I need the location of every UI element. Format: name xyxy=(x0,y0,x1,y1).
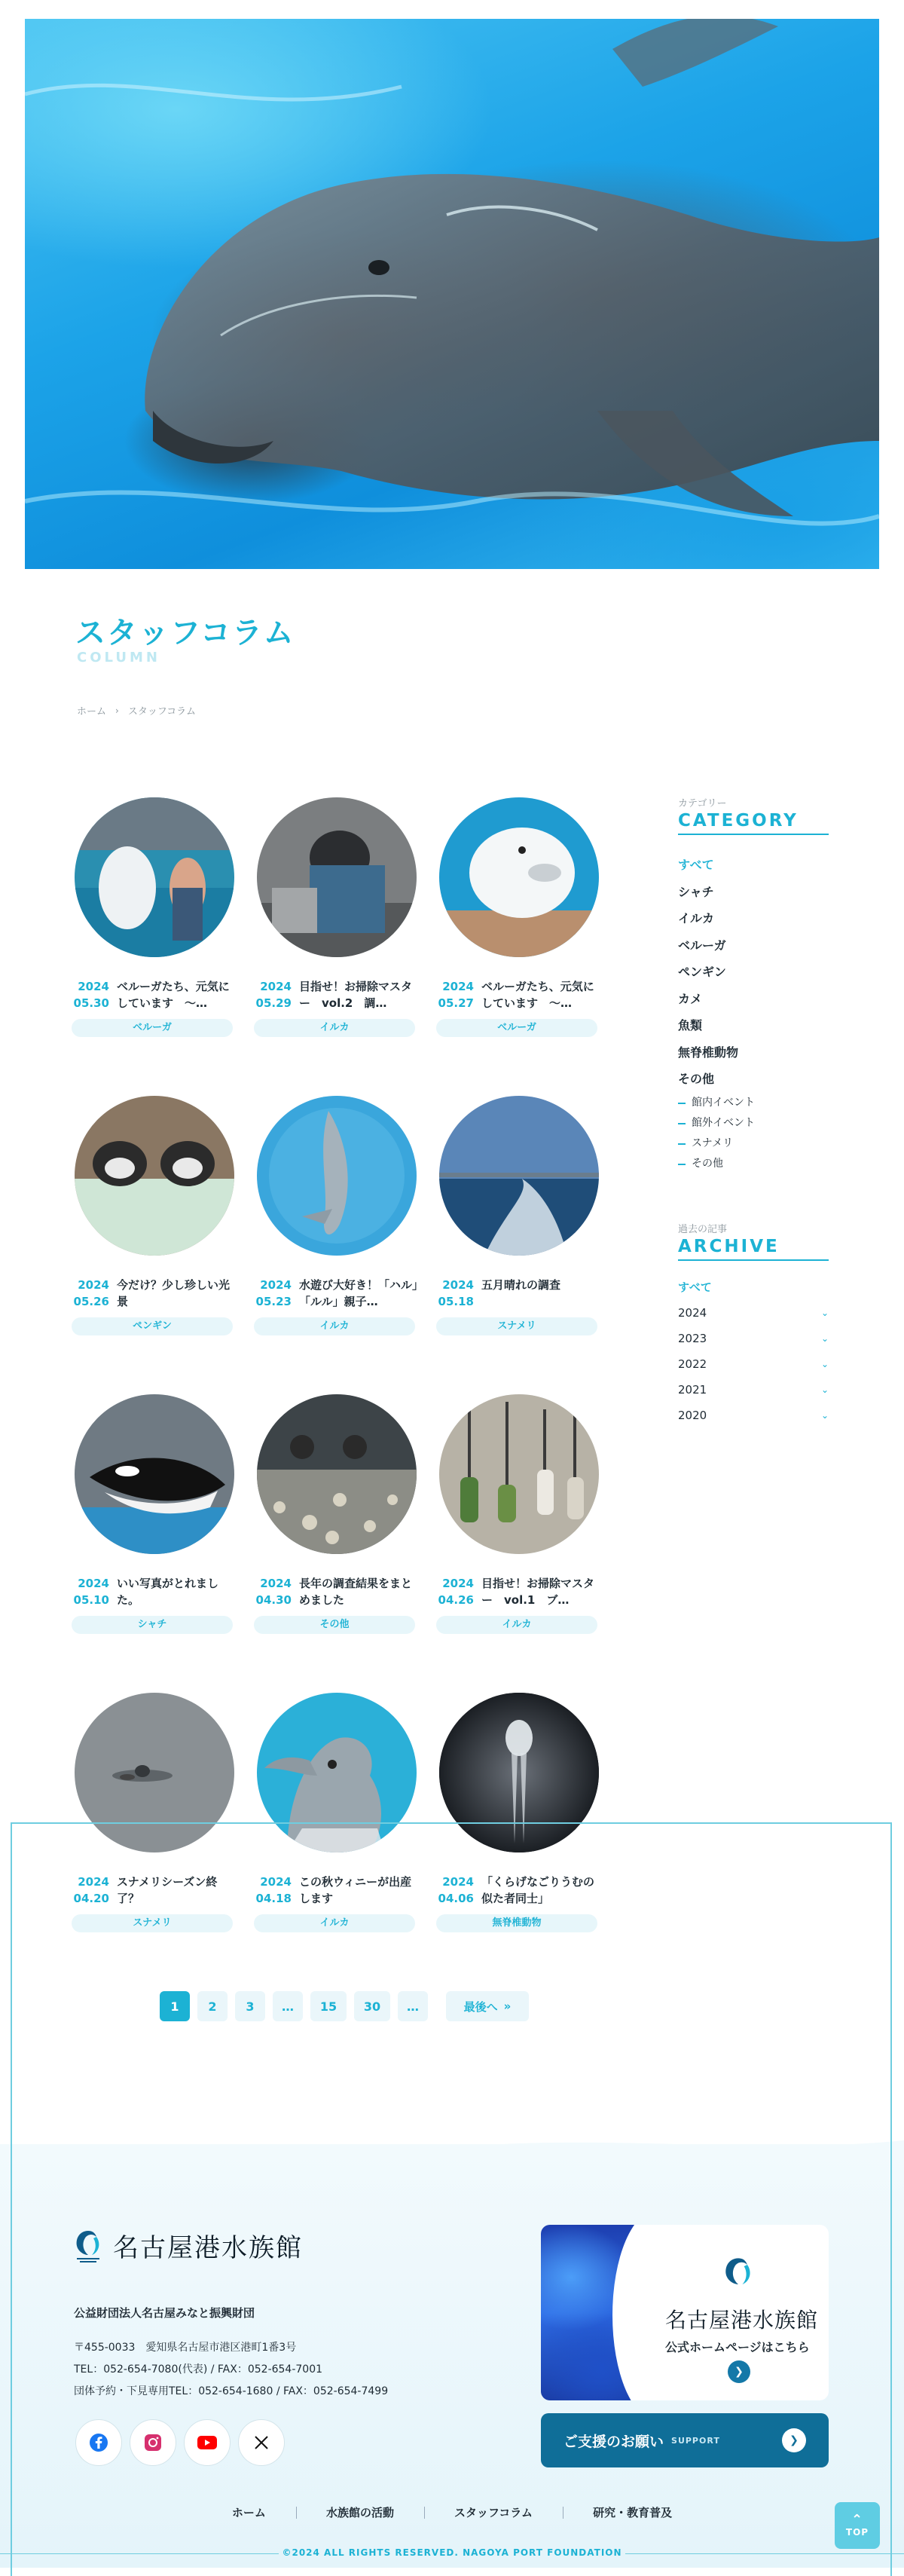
category-item-all[interactable]: すべて xyxy=(678,858,714,872)
official-site-banner[interactable] xyxy=(541,2225,829,2400)
page-subtitle: COLUMN xyxy=(77,650,160,665)
article-title[interactable]: 目指せ！お掃除マスター vol.1 ブ… xyxy=(481,1577,595,1607)
article-thumbnail[interactable] xyxy=(75,1096,234,1256)
page-3-button[interactable]: 3 xyxy=(235,1991,265,2021)
article-title[interactable]: ベルーガたち、元気にしています ～… xyxy=(117,980,230,1010)
breadcrumb-current: スタッフコラム xyxy=(127,706,197,717)
page-2-button[interactable]: 2 xyxy=(197,1991,228,2021)
article-title[interactable]: 五月晴れの調査 xyxy=(481,1278,561,1292)
article-thumbnail[interactable] xyxy=(439,1394,599,1554)
category-item-fish[interactable]: 魚類 xyxy=(678,1018,703,1033)
article-card[interactable] xyxy=(72,797,237,1037)
category-item-turtle[interactable]: カメ xyxy=(678,991,703,1006)
category-tag[interactable]: ベルーガ xyxy=(436,1019,597,1037)
support-label: ご支援のお願い xyxy=(563,2433,664,2450)
article-date: 2024 04.20 xyxy=(73,1875,109,1905)
logo-name: 名古屋港水族館 xyxy=(113,2233,303,2263)
archive-section xyxy=(678,1221,829,1428)
article-thumbnail[interactable] xyxy=(75,1394,234,1554)
article-card[interactable] xyxy=(72,1096,237,1335)
article-card[interactable] xyxy=(254,1096,420,1335)
article-title[interactable]: この秋ウィニーが出産します xyxy=(299,1875,412,1905)
category-item-penguin[interactable]: ペンギン xyxy=(678,965,726,979)
last-page-label: 最後へ xyxy=(463,1999,498,2014)
article-date: 2024 04.18 xyxy=(255,1875,292,1905)
archive-item-year[interactable]: 2024 ⌄ xyxy=(678,1300,829,1326)
article-title[interactable]: 「くらげなごりうむの似た者同士」 xyxy=(481,1875,595,1905)
x-icon[interactable] xyxy=(238,2419,285,2466)
hero-dolphin-image xyxy=(25,19,879,569)
chevron-down-icon[interactable]: ⌄ xyxy=(820,1358,829,1369)
footer-nav xyxy=(0,2504,904,2520)
copyright: ©2024 ALL RIGHTS RESERVED. NAGOYA PORT FOUNDATION xyxy=(282,2547,622,2558)
category-item-orca[interactable]: シャチ xyxy=(678,884,714,899)
article-date: 2024 05.18 xyxy=(438,1278,474,1308)
category-tag[interactable]: 無脊椎動物 xyxy=(436,1914,597,1932)
article-thumbnail[interactable] xyxy=(439,797,599,957)
archive-item-year[interactable]: 2021 ⌄ xyxy=(678,1377,829,1403)
footer-organization: 公益財団法人名古屋みなと振興財団 xyxy=(74,2306,255,2320)
article-card[interactable] xyxy=(436,1096,602,1335)
facebook-icon[interactable] xyxy=(75,2419,122,2466)
archive-list xyxy=(678,1274,829,1428)
double-chevron-right-icon: » xyxy=(503,1999,512,2013)
category-item-dolphin[interactable]: イルカ xyxy=(678,911,715,925)
chevron-down-icon[interactable]: ⌄ xyxy=(820,1409,829,1421)
category-subitem-outside-event[interactable]: 館外イベント xyxy=(678,1113,829,1134)
article-date: 2024 05.26 xyxy=(73,1278,109,1308)
article-date: 2024 05.30 xyxy=(73,980,109,1010)
article-date: 2024 05.27 xyxy=(438,980,474,1010)
page-15-button[interactable]: 15 xyxy=(310,1991,347,2021)
breadcrumb-home[interactable]: ホーム xyxy=(77,706,107,717)
chevron-right-icon: › xyxy=(115,705,119,716)
footer-nav-research[interactable]: 研究・教育普及 xyxy=(563,2504,702,2520)
page-ellipsis: … xyxy=(398,1991,428,2021)
archive-item-year[interactable]: 2023 ⌄ xyxy=(678,1326,829,1351)
page-1-button[interactable]: 1 xyxy=(160,1991,190,2021)
category-tag[interactable]: スナメリ xyxy=(436,1317,597,1335)
article-card[interactable] xyxy=(436,1394,602,1634)
category-list xyxy=(678,852,829,1174)
article-thumbnail[interactable] xyxy=(257,797,417,957)
category-tag[interactable]: イルカ xyxy=(254,1019,415,1037)
instagram-icon[interactable] xyxy=(130,2419,176,2466)
page-title: スタッフコラム xyxy=(75,616,295,650)
archive-heading: ARCHIVE xyxy=(678,1237,829,1261)
article-thumbnail[interactable] xyxy=(257,1394,417,1554)
article-card[interactable] xyxy=(72,1693,237,1932)
article-title[interactable]: 今だけ？少し珍しい光景 xyxy=(117,1278,231,1308)
article-title[interactable]: 目指せ！お掃除マスター vol.2 調… xyxy=(299,980,413,1010)
article-date: 2024 05.10 xyxy=(73,1577,109,1607)
article-title[interactable]: いい写真がとれました。 xyxy=(117,1577,219,1607)
article-thumbnail[interactable] xyxy=(257,1693,417,1852)
article-card[interactable] xyxy=(254,797,420,1037)
article-thumbnail[interactable] xyxy=(439,1096,599,1256)
article-title[interactable]: 水遊び大好き！「ハル」「ルル」親子… xyxy=(299,1278,418,1308)
article-thumbnail[interactable] xyxy=(75,797,234,957)
article-date: 2024 05.29 xyxy=(255,980,292,1010)
category-tag[interactable]: その他 xyxy=(254,1616,415,1634)
category-tag[interactable]: イルカ xyxy=(436,1616,597,1634)
article-thumbnail[interactable] xyxy=(75,1693,234,1852)
aquarium-logo-icon xyxy=(722,2255,755,2294)
article-title[interactable]: ベルーガたち、元気にしています ～… xyxy=(481,980,594,1010)
page-ellipsis: … xyxy=(273,1991,303,2021)
category-subitem-inside-event[interactable]: 館内イベント xyxy=(678,1093,829,1113)
back-to-top-label: TOP xyxy=(845,2527,869,2538)
pagination xyxy=(160,1991,529,2021)
category-tag[interactable]: イルカ xyxy=(254,1914,415,1932)
footer-address: 〒455-0033 愛知県名古屋市港区港町1番3号 TEL：052-654-7080(代表) / FAX：052-654-7001 団体予約・下見専用TEL：052-654-1680 / FAX：052-654-7499 xyxy=(74,2342,389,2397)
page-30-button[interactable]: 30 xyxy=(354,1991,390,2021)
category-subitem-other[interactable]: その他 xyxy=(678,1154,829,1174)
category-item-other[interactable]: その他 xyxy=(678,1072,715,1086)
footer-nav-staff-column[interactable]: スタッフコラム xyxy=(424,2504,563,2520)
category-subitem-finless-porpoise[interactable]: スナメリ xyxy=(678,1134,829,1154)
aquarium-logo-icon xyxy=(74,2228,102,2264)
article-thumbnail[interactable] xyxy=(257,1096,417,1256)
category-item-beluga[interactable]: ベルーガ xyxy=(678,938,726,953)
article-date: 2024 04.06 xyxy=(438,1875,474,1905)
chevron-right-icon: ❯ xyxy=(782,2428,806,2452)
article-thumbnail[interactable] xyxy=(439,1693,599,1852)
article-date: 2024 04.26 xyxy=(438,1577,474,1607)
article-card[interactable] xyxy=(436,1693,602,1932)
social-links xyxy=(75,2419,285,2466)
archive-item-all[interactable]: すべて xyxy=(678,1280,712,1294)
article-card[interactable] xyxy=(254,1394,420,1634)
article-date: 2024 04.30 xyxy=(255,1577,292,1607)
category-heading: CATEGORY xyxy=(678,811,829,835)
chevron-down-icon[interactable]: ⌄ xyxy=(820,1384,829,1395)
chevron-right-icon[interactable]: ❯ xyxy=(728,2360,750,2383)
chevron-up-icon: ⌃ xyxy=(851,2512,864,2528)
youtube-icon[interactable] xyxy=(184,2419,231,2466)
category-tag[interactable]: スナメリ xyxy=(72,1914,233,1932)
category-tag[interactable]: シャチ xyxy=(72,1616,233,1634)
article-card[interactable] xyxy=(436,797,602,1037)
category-heading-small: カテゴリー xyxy=(678,798,727,809)
article-title[interactable]: 長年の調査結果をまとめました xyxy=(299,1577,413,1607)
article-card[interactable] xyxy=(254,1693,420,1932)
chevron-down-icon[interactable]: ⌄ xyxy=(820,1332,829,1344)
back-to-top-button[interactable] xyxy=(835,2502,880,2549)
last-page-button[interactable] xyxy=(446,1991,529,2021)
article-title[interactable]: スナメリシーズン終了？ xyxy=(117,1875,218,1905)
archive-item-year[interactable]: 2022 ⌄ xyxy=(678,1351,829,1377)
breadcrumb xyxy=(77,703,196,717)
support-button[interactable] xyxy=(541,2413,829,2467)
article-card[interactable] xyxy=(72,1394,237,1634)
sidebar xyxy=(678,795,829,1428)
archive-heading-small: 過去の記事 xyxy=(678,1223,728,1235)
promo-name: 名古屋港水族館 xyxy=(665,2308,819,2333)
promo-link-text: 公式ホームページはこちら xyxy=(665,2340,810,2354)
support-label-en: SUPPORT xyxy=(671,2435,720,2446)
footer-logo[interactable] xyxy=(74,2227,303,2264)
category-tag[interactable]: イルカ xyxy=(254,1317,415,1335)
category-item-invertebrate[interactable]: 無脊椎動物 xyxy=(678,1045,739,1060)
category-tag[interactable]: ベルーガ xyxy=(72,1019,233,1037)
archive-item-year[interactable]: 2020 ⌄ xyxy=(678,1403,829,1428)
footer-nav-home[interactable]: ホーム xyxy=(231,2506,266,2519)
category-tag[interactable]: ペンギン xyxy=(72,1317,233,1335)
footer-nav-activities[interactable]: 水族館の活動 xyxy=(296,2504,424,2520)
article-date: 2024 05.23 xyxy=(255,1278,292,1308)
chevron-down-icon[interactable]: ⌄ xyxy=(820,1307,829,1318)
